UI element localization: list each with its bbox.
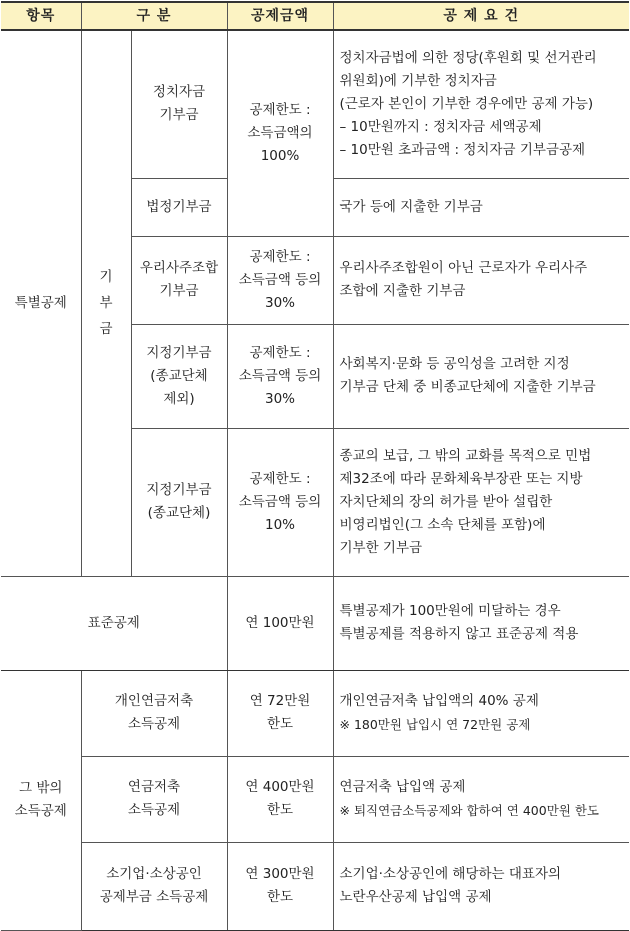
category-statutory-donation: 법정기부금 [131, 178, 227, 236]
requirement-personal-pension: 개인연금저축 납입액의 40% 공제 ※ 180만원 납입시 연 72만원 공제 [333, 670, 629, 756]
category-personal-pension: 개인연금저축 소득공제 [81, 670, 227, 756]
amount-personal-pension: 연 72만원 한도 [227, 670, 333, 756]
table-row [1, 30, 629, 178]
category-standard: 표준공제 [1, 576, 227, 670]
requirement-esop: 우리사주조합원이 아닌 근로자가 우리사주 조합에 지출한 기부금 [333, 236, 629, 324]
table-row [1, 670, 629, 756]
header-item: 항목 [1, 2, 81, 30]
amount-political: 공제한도 : 소득금액의 100% [227, 30, 333, 236]
table-row [1, 576, 629, 670]
category-designated-nonreligious: 지정기부금 (종교단체 제외) [131, 324, 227, 428]
requirement-statutory: 국가 등에 지출한 기부금 [333, 178, 629, 236]
table-row [1, 756, 629, 842]
table-row [1, 842, 629, 930]
requirement-designated-nonreligious: 사회복지·문화 등 공익성을 고려한 지정 기부금 단체 중 비종교단체에 지출한 기부금 [333, 324, 629, 428]
header-category: 구 분 [81, 2, 227, 30]
requirement-designated-religious: 종교의 보급, 그 밖의 교화를 목적으로 민법 제32조에 따라 문화체육부장관 또는 지방 자치단체의 장의 허가를 받아 설립한 비영리법인(그 소속 단체를 포함)에 기부한 기부금 [333, 428, 629, 576]
amount-pension-savings: 연 400만원 한도 [227, 756, 333, 842]
category-esop-donation: 우리사주조합 기부금 [131, 236, 227, 324]
header-requirements: 공 제 요 건 [333, 2, 629, 30]
header-row [1, 2, 629, 30]
category-pension-savings: 연금저축 소득공제 [81, 756, 227, 842]
category-designated-religious: 지정기부금 (종교단체) [131, 428, 227, 576]
amount-small-business: 연 300만원 한도 [227, 842, 333, 930]
amount-designated-religious: 공제한도 : 소득금액 등의 10% [227, 428, 333, 576]
item-special: 특별공제 [1, 30, 81, 576]
group-donation: 기 부 금 [81, 30, 131, 576]
category-political-donation: 정치자금 기부금 [131, 30, 227, 178]
amount-standard: 연 100만원 [227, 576, 333, 670]
note-personal-pension: ※ 180만원 납입시 연 72만원 공제 [339, 717, 531, 732]
requirement-standard: 특별공제가 100만원에 미달하는 경우 특별공제를 적용하지 않고 표준공제 적용 [333, 576, 629, 670]
note-pension-savings: ※ 퇴직연금소득공제와 합하여 연 400만원 한도 [339, 803, 599, 818]
amount-designated-nonreligious: 공제한도 : 소득금액 등의 30% [227, 324, 333, 428]
header-amount: 공제금액 [227, 2, 333, 30]
amount-esop: 공제한도 : 소득금액 등의 30% [227, 236, 333, 324]
deduction-table [1, 1, 629, 931]
requirement-small-business: 소기업·소상공인에 해당하는 대표자의 노란우산공제 납입액 공제 [333, 842, 629, 930]
requirement-pension-savings: 연금저축 납입액 공제 ※ 퇴직연금소득공제와 합하여 연 400만원 한도 [333, 756, 629, 842]
item-other: 그 밖의 소득공제 [1, 670, 81, 930]
requirement-political: 정치자금법에 의한 정당(후원회 및 선거관리 위원회)에 기부한 정치자금 (근로자 본인이 기부한 경우에만 공제 가능) – 10만원까지 : 정치자금 세액공제 – 10만원 초과금액 : 정치자금 기부금공제 [333, 30, 629, 178]
category-small-business: 소기업·소상공인 공제부금 소득공제 [81, 842, 227, 930]
